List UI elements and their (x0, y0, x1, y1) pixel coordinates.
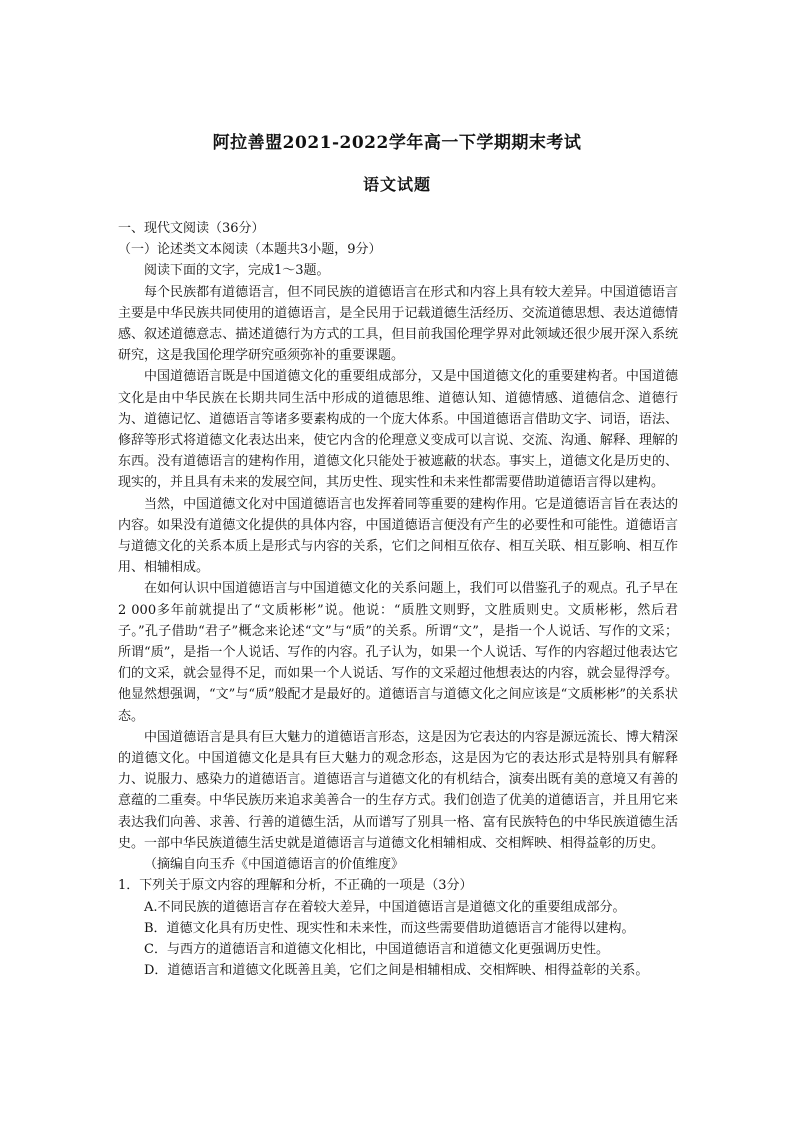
exam-body (118, 218, 678, 981)
reading-instruction: 阅读下面的文字，完成1～3题。 (144, 263, 330, 279)
section-heading: 一、现代文阅读（36分） (118, 221, 265, 236)
exam-title: 阿拉善盟2021-2022学年高一下学期期末考试 (212, 133, 582, 153)
passage-source: （摘编自向玉乔《中国道德语言的价值维度》 (144, 857, 405, 873)
question-stem: 1．下列关于原文内容的理解和分析，不正确的一项是（3分） (118, 878, 473, 894)
passage-paragraph: 当然，中国道德文化对中国道德语言也发挥着同等重要的建构作用。它是道德语言旨在表达的内容。如果没有道德文化提供的具体内容，中国道德语言便没有产生的必要性和可能性。道德语言与道德文化的关系本质上是形式与内容的关系，它们之间相互依存、相互关联、相互影响、相互作用、相辅相成。 (118, 496, 678, 576)
passage-paragraph: 中国道德语言既是中国道德文化的重要组成部分，又是中国道德文化的重要建构者。中国道德文化是由中华民族在长期共同生活中形成的道德思维、道德认知、道德情感、道德信念、道德行为、道德记忆、道德语言等诸多要素构成的一个庞大体系。中国道德语言借助文字、词语，语法、修辞等形式将道德文化表达出来，使它内含的伦理意义变成可以言说、交流、沟通、解释、理解的东西。没有道德语言的建构作用，道德文化只能处于被遮蔽的状态。事实上，道德文化是历史的、现实的，并且具有未来的发展空间，其历史性、现实性和未来性都需要借助道德语言得以建构。 (118, 369, 678, 491)
question-option-d: D．道德语言和道德文化既善且美，它们之间是相辅相成、交相辉映、相得益彰的关系。 (144, 963, 649, 979)
passage-paragraph: 中国道德语言是具有巨大魅力的道德语言形态，这是因为它表达的内容是源远流长、博大精深的道德文化。中国道德文化是具有巨大魅力的观念形态，这是因为它的表达形式是特别具有解释力、说服力、感染力的道德语言。道德语言与道德文化的有机结合，演奏出既有美的意境又有善的意蕴的二重奏。中华民族历来追求美善合一的生存方式。我们创造了优美的道德语言，并且用它来表达我们向善、求善、行善的道德生活，从而谱写了别具一格、富有民族特色的中华民族道德生活史。一部中华民族道德生活史就是道德语言与道德文化相辅相成、交相辉映、相得益彰的历史。 (118, 729, 678, 851)
question-option-a: A.不同民族的道德语言存在着较大差异，中国道德语言是道德文化的重要组成部分。 (144, 899, 626, 915)
passage-paragraph: 每个民族都有道德语言，但不同民族的道德语言在形式和内容上具有较大差异。中国道德语言主要是中华民族共同使用的道德语言，是全民用于记载道德生活经历、交流道德思想、表达道德情感、叙述道德意志、描述道德行为方式的工具，但目前我国伦理学界对此领域还很少展开深入系统研究，这是我国伦理学研究亟须弥补的重要课题。 (118, 284, 678, 364)
passage-paragraph: 在如何认识中国道德语言与中国道德文化的关系问题上，我们可以借鉴孔子的观点。孔子早在2 000多年前就提出了“文质彬彬”说。他说：“质胜文则野，文胜质则史。文质彬彬，然后君子。”孔子借助“君子”概念来论述“文”与“质”的关系。所谓“文”，是指一个人说话、写作的文采；所谓“质”，是指一个人说话、写作的内容。孔子认为，如果一个人说话、写作的内容超过他表达它们的文采，就会显得不足，而如果一个人说话、写作的文采超过他想表达的内容，就会显得浮夸。他显然想强调，“文”与“质”般配才是最好的。道德语言与道德文化之间应该是“文质彬彬”的关系状态。 (118, 581, 678, 724)
section-subheading: （一）论述类文本阅读（本题共3小题，9分） (118, 242, 382, 258)
question-option-b: B．道德文化具有历史性、现实性和未来性，而这些需要借助道德语言才能得以建构。 (144, 920, 635, 936)
question-option-c: C．与西方的道德语言和道德文化相比，中国道德语言和道德文化更强调历史性。 (144, 941, 609, 957)
exam-subtitle: 语文试题 (362, 175, 431, 194)
